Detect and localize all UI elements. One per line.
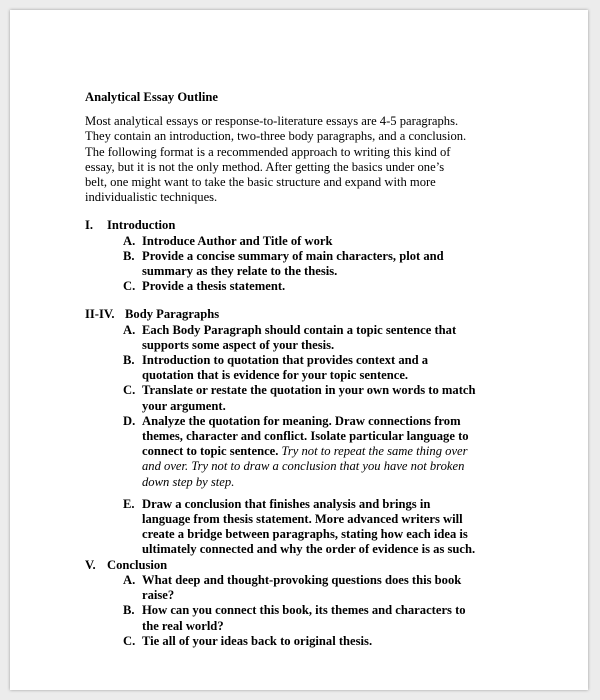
item-line: ultimately connected and why the order of evidence is as such.	[142, 542, 476, 557]
item-letter: A.	[123, 322, 136, 337]
outline-item	[85, 573, 545, 603]
section-title: Body Paragraphs	[125, 307, 220, 322]
item-letter: C.	[123, 383, 136, 398]
section-conclusion	[85, 558, 545, 649]
item-letter: A.	[123, 233, 136, 248]
item-letter: C.	[123, 279, 136, 294]
intro-line: Most analytical essays or response-to-literature essays are 4-5 paragraphs.	[85, 114, 459, 129]
item-line: supports some aspect of your thesis.	[142, 337, 335, 352]
item-line: language from thesis statement. More advanced writers will	[142, 512, 463, 527]
outline-item	[85, 414, 545, 490]
document-page	[10, 10, 588, 690]
item-letter: B.	[123, 603, 135, 618]
section-body-paragraphs	[85, 307, 545, 557]
document-content	[85, 90, 545, 649]
item-line: Introduction to quotation that provides context and a	[142, 353, 429, 368]
outline-item	[85, 383, 545, 413]
item-line: How can you connect this book, its themes and characters to	[142, 603, 466, 618]
item-line: summary as they relate to the thesis.	[142, 264, 338, 279]
section-title: Introduction	[107, 218, 176, 233]
section-heading	[85, 558, 545, 573]
outline-item	[85, 249, 545, 279]
item-line: Analyze the quotation for meaning. Draw connections from	[142, 413, 461, 428]
item-line: What deep and thought-provoking questions does this book	[142, 572, 462, 587]
section-items	[85, 323, 545, 558]
item-line: Provide a concise summary of main characters, plot and	[142, 248, 444, 263]
intro-line: The following format is a recommended approach to writing this kind of	[85, 144, 451, 159]
item-letter: E.	[123, 496, 135, 511]
item-line: Translate or restate the quotation in your own words to match	[142, 383, 476, 398]
outline-item	[85, 279, 545, 294]
section-number: V.	[85, 557, 96, 572]
section-introduction	[85, 218, 545, 294]
section-heading	[85, 218, 545, 233]
section-title: Conclusion	[107, 557, 168, 572]
document-title: Analytical Essay Outline	[85, 90, 218, 104]
section-number: II-IV.	[85, 307, 115, 322]
item-line: Tie all of your ideas back to original thesis.	[142, 633, 373, 648]
item-line-bold-part: connect to topic sentence.	[142, 444, 279, 459]
item-line: your argument.	[142, 398, 226, 413]
intro-paragraph	[85, 114, 545, 205]
section-items	[85, 234, 545, 295]
item-letter: C.	[123, 633, 136, 648]
section-items	[85, 573, 545, 649]
item-line-italic: down step by step.	[142, 474, 235, 489]
section-heading	[85, 307, 545, 322]
item-line: themes, character and conflict. Isolate particular language to	[142, 429, 469, 444]
item-line-mixed	[142, 444, 545, 459]
outline-item	[85, 234, 545, 249]
outline-item	[85, 603, 545, 633]
item-letter: D.	[123, 413, 136, 428]
intro-line: belt, one might want to take the basic structure and expand with more	[85, 175, 436, 190]
item-line: Each Body Paragraph should contain a topic sentence that	[142, 322, 457, 337]
intro-line: They contain an introduction, two-three body paragraphs, and a conclusion.	[85, 129, 467, 144]
item-line: raise?	[142, 588, 175, 603]
item-letter: A.	[123, 572, 136, 587]
item-line-italic: and over. Try not to draw a conclusion that you have not broken	[142, 459, 465, 474]
item-line-italic-part: Try not to repeat the same thing over	[278, 444, 468, 459]
item-line: Introduce Author and Title of work	[142, 233, 333, 248]
intro-line: individualistic techniques.	[85, 190, 218, 205]
item-letter: B.	[123, 248, 135, 263]
item-line: Provide a thesis statement.	[142, 279, 286, 294]
item-line: Draw a conclusion that finishes analysis and brings in	[142, 496, 431, 511]
intro-line: essay, but it is not the only method. After getting the basics under one’s	[85, 159, 445, 174]
item-line: the real world?	[142, 618, 224, 633]
item-line: quotation that is evidence for your topic sentence.	[142, 368, 409, 383]
outline-item	[85, 497, 545, 558]
outline-item	[85, 353, 545, 383]
item-line: create a bridge between paragraphs, stating how each idea is	[142, 527, 468, 542]
item-letter: B.	[123, 353, 135, 368]
section-number: I.	[85, 218, 94, 233]
outline-item	[85, 634, 545, 649]
outline-item	[85, 323, 545, 353]
